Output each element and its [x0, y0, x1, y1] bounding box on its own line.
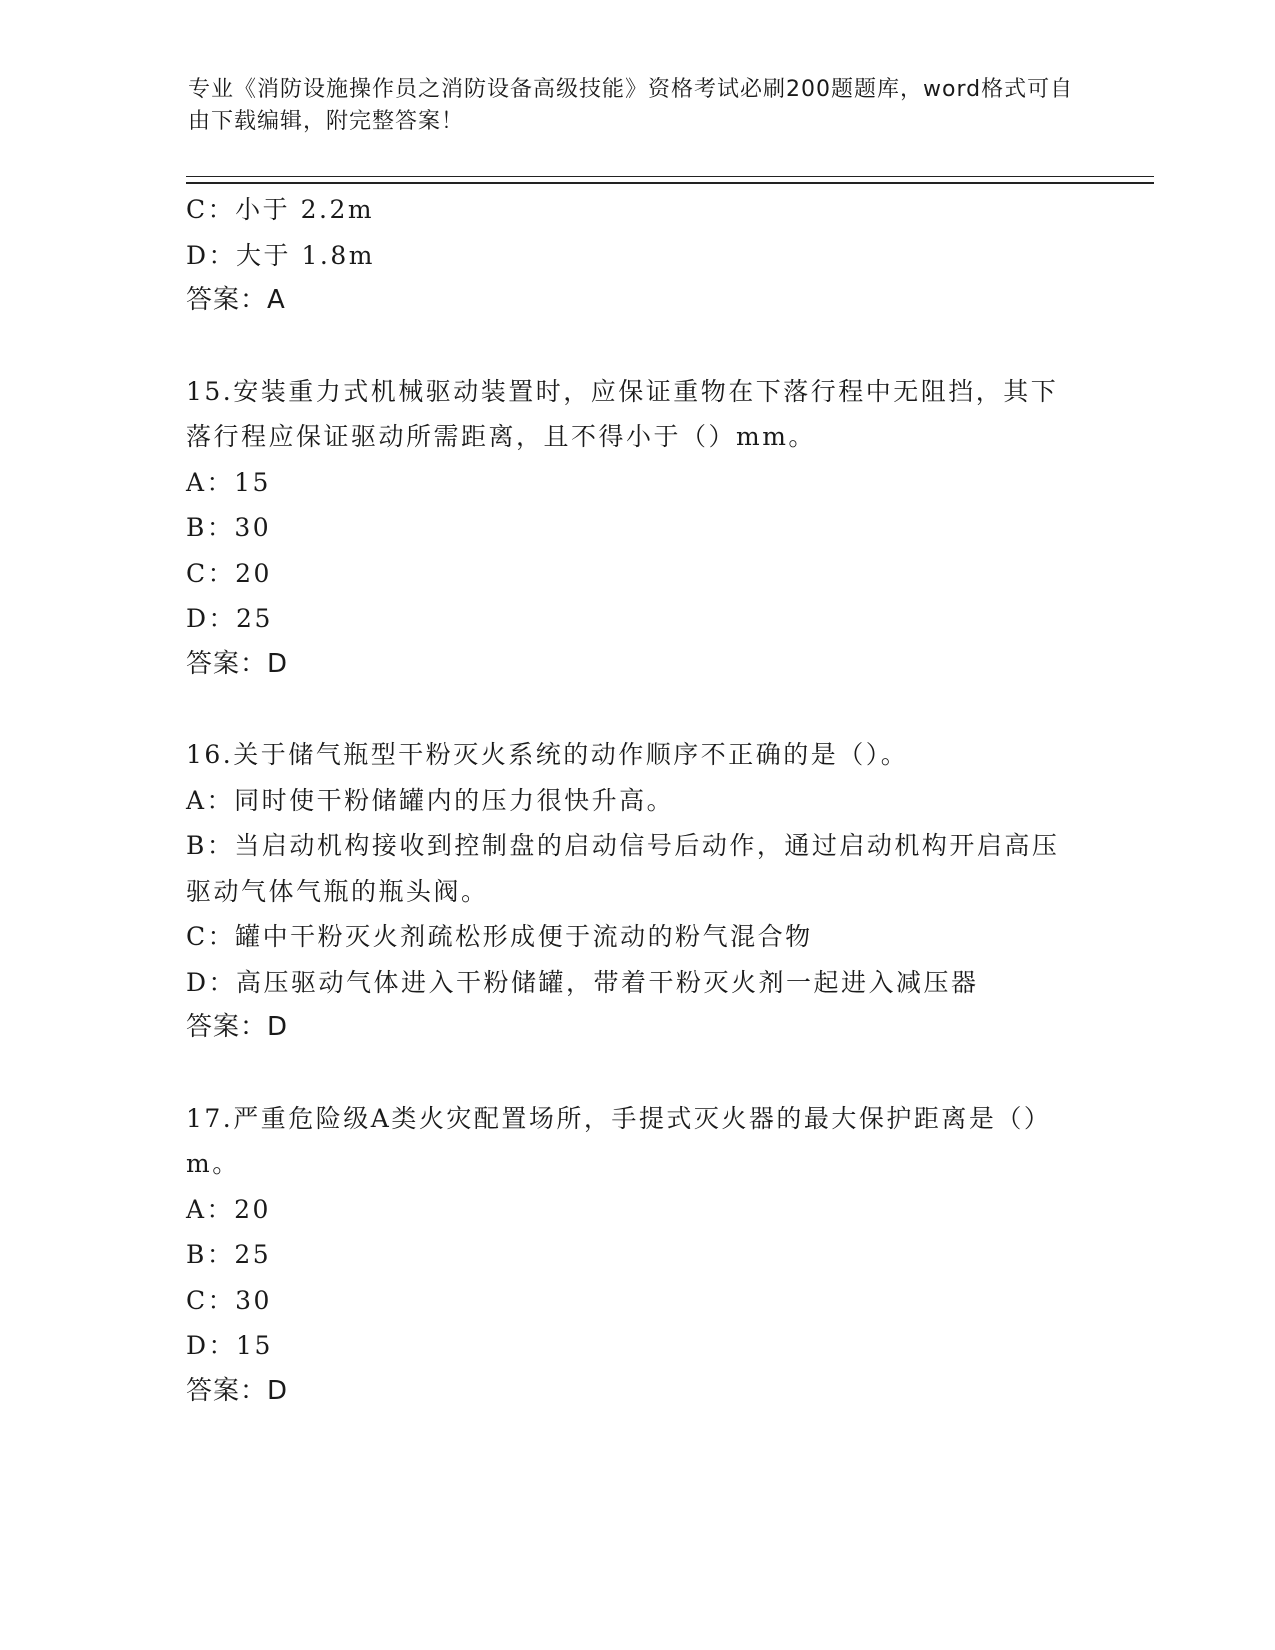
- option-b: B：30: [186, 513, 272, 542]
- option-c: C：小于 2.2m: [186, 195, 375, 224]
- answer-line: 答案：D: [186, 648, 289, 679]
- option-b: B：当启动机构接收到控制盘的启动信号后动作，通过启动机构开启高压驱动气体气瓶的瓶头阀。: [186, 831, 1060, 906]
- option-d: D：25: [186, 604, 273, 633]
- option-c: C：30: [186, 1285, 272, 1315]
- answer-line: 答案：D: [186, 1375, 289, 1406]
- option-d: D：15: [186, 1331, 273, 1360]
- question-stem: 16.关于储气瓶型干粉灭火系统的动作顺序不正确的是（）。: [186, 740, 909, 769]
- option-a: A：同时使干粉储罐内的压力很快升高。: [186, 785, 675, 815]
- option-a: A：20: [186, 1194, 271, 1224]
- answer-line: 答案：A: [186, 285, 286, 315]
- header-rule: [186, 176, 1154, 184]
- option-d: D：高压驱动气体进入干粉储罐，带着干粉灭火剂一起进入减压器: [186, 967, 979, 997]
- question-17: [186, 1096, 1086, 1415]
- option-a: A：15: [186, 467, 271, 497]
- option-b: B：25: [186, 1240, 272, 1269]
- option-d: D：大于 1.8m: [186, 240, 375, 270]
- question-14-tail: [186, 187, 1086, 324]
- question-16: [186, 732, 1086, 1051]
- document-header: 专业《消防设施操作员之消防设备高级技能》资格考试必刷200题题库，word格式可自由下载编辑，附完整答案！: [188, 77, 1074, 134]
- question-15: [186, 369, 1086, 688]
- question-stem: 15.安装重力式机械驱动装置时，应保证重物在下落行程中无阻挡，其下落行程应保证驱动所需距离，且不得小于（）mm。: [186, 376, 1059, 451]
- question-stem: 17.严重危险级A类火灾配置场所，手提式灭火器的最大保护距离是（）m。: [186, 1103, 1052, 1178]
- answer-line: 答案：D: [186, 1012, 289, 1042]
- question-list: [186, 187, 1086, 1414]
- option-c: C：20: [186, 558, 272, 588]
- option-c: C：罐中干粉灭火剂疏松形成便于流动的粉气混合物: [186, 922, 813, 951]
